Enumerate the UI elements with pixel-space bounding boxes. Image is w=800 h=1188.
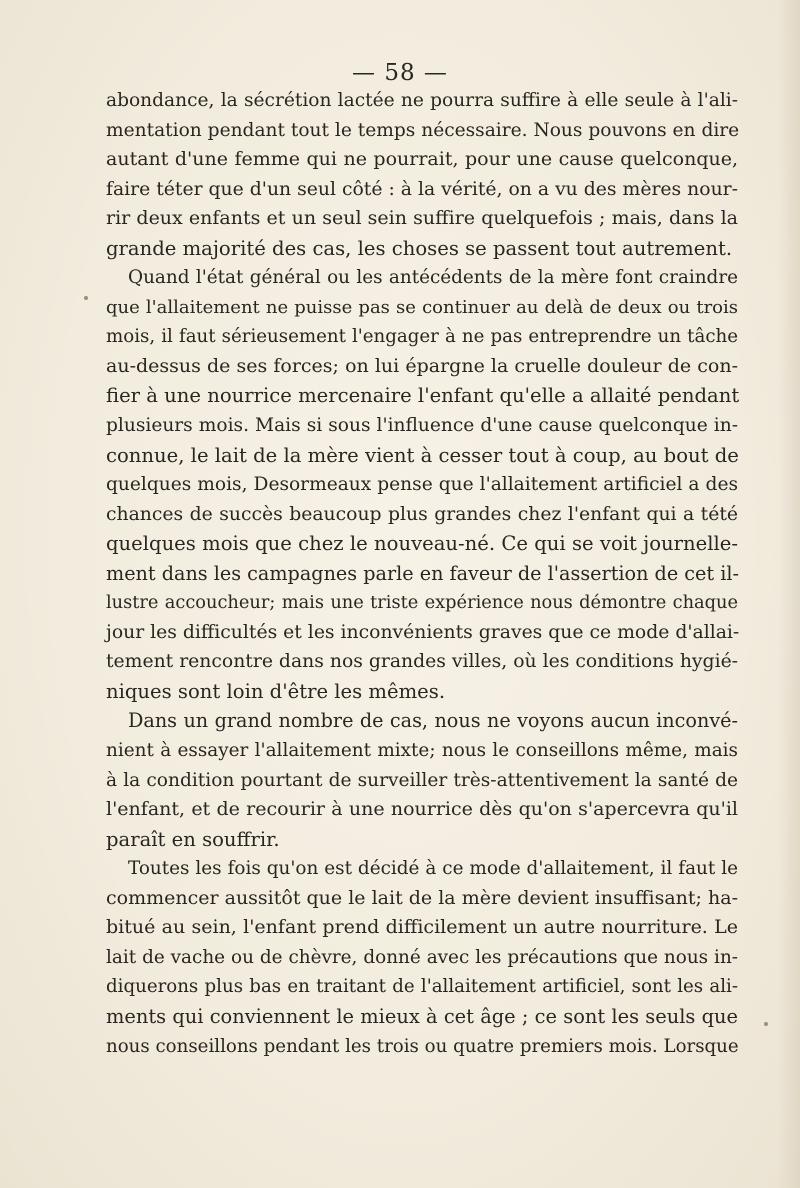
text-line: commencer aussitôt que le lait de la mère devient insuffisant; ha- [106, 886, 738, 909]
text-line: ments qui conviennent le mieux à cet âge ; ce sont les seuls que [106, 1004, 738, 1028]
text-line: nous conseillons pendant les trois ou quatre premiers mois. Lorsque [106, 1035, 739, 1057]
text-line: tement rencontre dans nos grandes villes, où les conditions hygié- [106, 651, 739, 673]
text-body [106, 86, 738, 1061]
text-line: niques sont loin d'être les mêmes. [106, 679, 446, 703]
text-line: au-dessus de ses forces; on lui épargne la cruelle douleur de con- [106, 354, 738, 377]
text-line: nient à essayer l'allaitement mixte; nous le conseillons même, mais [106, 740, 738, 762]
paper-speck [764, 1022, 768, 1026]
text-line: que l'allaitement ne puisse pas se continuer au delà de deux ou trois [106, 296, 738, 318]
text-line: jour les difficultés et les inconvénients graves que ce mode d'allai- [106, 621, 740, 643]
text-line: paraît en souffrir. [106, 827, 280, 851]
text-line: lait de vache ou de chèvre, donné avec les précautions que nous in- [106, 946, 738, 968]
text-line: lustre accoucheur; mais une triste expérience nous démontre chaque [106, 592, 738, 614]
text-line: grande majorité des cas, les choses se passent tout autrement. [106, 236, 733, 260]
text-line: faire téter que d'un seul côté : à la vérité, on a vu des mères nour- [106, 178, 738, 200]
text-line: bitué au sein, l'enfant prend difficilement un autre nourriture. Le [106, 916, 738, 939]
text-line: Dans un grand nombre de cas, nous ne voyons aucun inconvé- [128, 709, 738, 733]
text-line: plusieurs mois. Mais si sous l'influence d'une cause quelconque in- [106, 415, 738, 437]
text-line: ment dans les campagnes parle en faveur de l'assertion de cet il- [106, 561, 739, 585]
text-line: mois, il faut sérieusement l'engager à ne pas entreprendre un tâche [106, 326, 738, 348]
text-line: l'enfant, et de recourir à une nourrice dès qu'on s'apercevra qu'il [106, 798, 738, 821]
text-line: Toutes les fois qu'on est décidé à ce mode d'allaitement, il faut le [128, 858, 738, 880]
page-edge-shadow [778, 0, 800, 1188]
text-line: fier à une nourrice mercenaire l'enfant qu'elle a allaité pendant [106, 384, 740, 408]
text-line: chances de succès beaucoup plus grandes chez l'enfant qui a tété [106, 503, 738, 525]
text-line: à la condition pourtant de surveiller très-attentivement la santé de [106, 769, 738, 791]
text-line: quelques mois que chez le nouveau-né. Ce qui se voit journelle- [106, 532, 738, 556]
text-line: quelques mois, Desormeaux pense que l'allaitement artificiel a des [106, 474, 738, 496]
text-line: diquerons plus bas en traitant de l'allaitement artificiel, sont les ali- [106, 976, 738, 998]
text-line: connue, le lait de la mère vient à cesser tout à coup, au bout de [106, 443, 739, 467]
text-line: Quand l'état général ou les antécédents de la mère font craindre [128, 267, 738, 289]
text-line: mentation pendant tout le temps nécessaire. Nous pouvons en dire [106, 119, 740, 141]
text-line: autant d'une femme qui ne pourrait, pour une cause quelconque, [106, 148, 738, 171]
text-line: rir deux enfants et un seul sein suffire quelquefois ; mais, dans la [106, 207, 738, 230]
page-number: — 58 — [352, 60, 448, 86]
text-line: abondance, la sécrétion lactée ne pourra suffire à elle seule à l'ali- [106, 90, 738, 111]
paper-speck [84, 296, 88, 300]
